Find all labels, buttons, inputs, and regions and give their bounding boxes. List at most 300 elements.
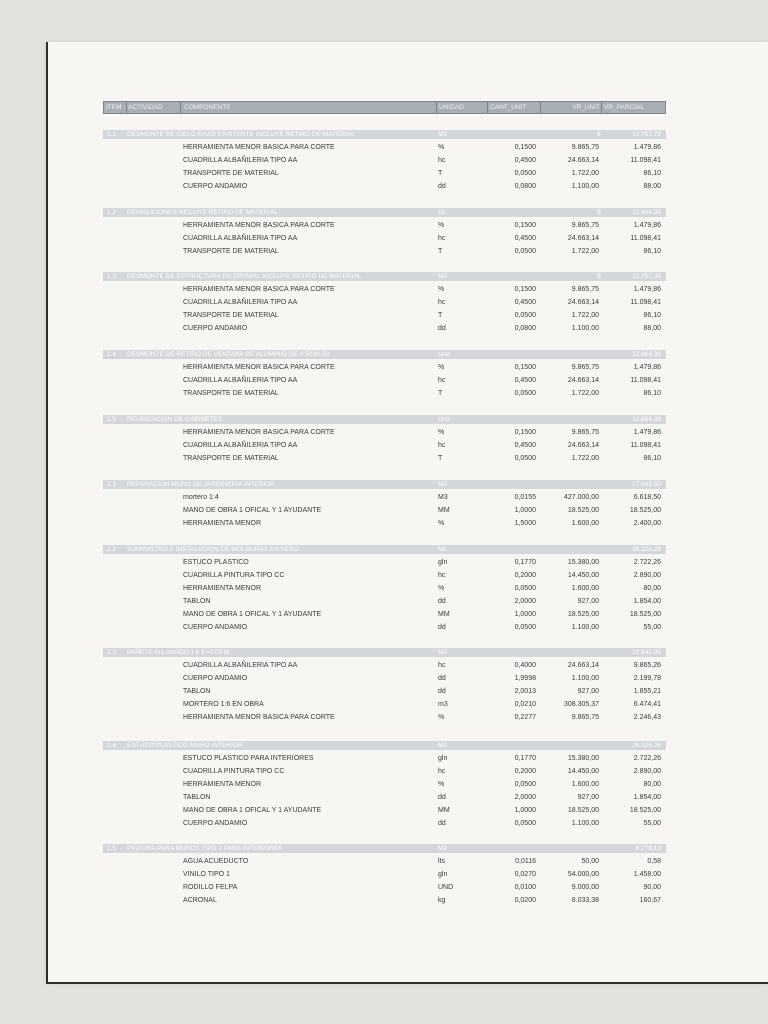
section-total: 27.543,50 [632, 481, 661, 488]
row-componente: HERRAMIENTA MENOR BASICA PARA CORTE [183, 222, 335, 229]
row-cant-unit: 1,0000 [514, 507, 536, 514]
row-vr-parcial: 86,10 [643, 170, 661, 177]
row-cant-unit: 0,1770 [514, 559, 536, 566]
row-componente: MANO DE OBRA 1 OFICAL Y 1 AYUDANTE [183, 507, 322, 514]
table-row [103, 672, 666, 685]
row-cant-unit: 0,1770 [514, 755, 536, 762]
row-unidad: % [438, 714, 445, 721]
row-vr-unit: 1.100,00 [571, 675, 599, 682]
row-componente: TRANSPORTE DE MATERIAL [183, 170, 279, 177]
section-title: PINTURA PARA MUROS TIPO 1 PARA INTERIORES [127, 845, 283, 852]
row-cant-unit: 0,0500 [514, 781, 536, 788]
section-item-number: 1.5 [107, 416, 117, 423]
header-unidad: UNIDAD [439, 104, 464, 111]
row-vr-unit: 24.663,14 [567, 377, 599, 384]
row-vr-unit: 1.600,00 [571, 520, 599, 527]
row-vr-parcial: 2.400,00 [633, 520, 661, 527]
row-vr-parcial: 0,58 [647, 858, 661, 865]
header-divider [436, 102, 437, 113]
row-vr-parcial: 1.458,00 [633, 871, 661, 878]
row-componente: ACRONAL [183, 897, 217, 904]
row-unidad: M3 [438, 494, 448, 501]
row-cant-unit: 0,4500 [514, 442, 536, 449]
header-actividad: ACTIVIDAD [128, 104, 163, 111]
row-cant-unit: 0,2000 [514, 768, 536, 775]
table-row [103, 608, 666, 621]
row-unidad: % [438, 364, 445, 371]
section-unit: M2 [438, 481, 448, 488]
section-item-number: 2.5 [107, 845, 117, 852]
section-header-bar [103, 741, 666, 750]
row-vr-unit: 1.100,00 [571, 820, 599, 827]
row-vr-parcial: 88,00 [643, 183, 661, 190]
header-componente: COMPONENTE [184, 104, 231, 111]
row-unidad: % [438, 429, 445, 436]
section-header-bar [103, 350, 666, 359]
row-vr-unit: 1.100,00 [571, 325, 599, 332]
row-vr-parcial: 2.722,26 [633, 559, 661, 566]
row-unidad: m3 [438, 701, 448, 708]
section-title: PAÑETE ALLANADO 1:6 E=0.02 M. [127, 649, 232, 656]
row-vr-unit: 308.305,37 [563, 701, 599, 708]
row-cant-unit: 0,0800 [514, 183, 536, 190]
row-cant-unit: 0,0270 [514, 871, 536, 878]
row-cant-unit: 0,0500 [514, 624, 536, 631]
row-cant-unit: 0,0500 [514, 390, 536, 397]
row-componente: MANO DE OBRA 1 OFICAL Y 1 AYUDANTE [183, 807, 322, 814]
row-componente: CUADRILLA ALBAÑILERIA TIPO AA [183, 157, 298, 164]
row-unidad: dd [438, 325, 446, 332]
row-componente: CUERPO ANDAMIO [183, 183, 248, 190]
row-vr-parcial: 2.890,00 [633, 768, 661, 775]
section-header-bar [103, 208, 666, 217]
row-vr-parcial: 11.098,41 [630, 442, 661, 449]
row-componente: CUADRILLA ALBAÑILERIA TIPO AA [183, 377, 298, 384]
row-cant-unit: 0,1500 [514, 286, 536, 293]
row-vr-parcial: 90,00 [643, 884, 661, 891]
row-cant-unit: 1,0000 [514, 611, 536, 618]
row-vr-unit: 1.722,00 [571, 312, 599, 319]
section-title: DESMONTE DE ESTRUCTURA EN DRYWAL INCLUYE RETIRO DE MATERIAL [127, 273, 362, 280]
table-row [103, 517, 666, 530]
row-componente: TRANSPORTE DE MATERIAL [183, 312, 279, 319]
row-vr-parcial: 2.199,78 [633, 675, 661, 682]
row-unidad: dd [438, 183, 446, 190]
row-vr-unit: 9.865,75 [571, 714, 599, 721]
section-total: 12.664,38 [632, 209, 661, 216]
row-unidad: T [438, 248, 443, 255]
row-componente: CUERPO ANDAMIO [183, 675, 248, 682]
row-componente: CUADRILLA ALBAÑILERIA TIPO AA [183, 235, 298, 242]
section-item-number: 1.4 [107, 351, 117, 358]
row-vr-parcial: 1.854,00 [633, 598, 661, 605]
row-cant-unit: 1,0000 [514, 807, 536, 814]
table-row [103, 452, 666, 465]
row-vr-unit: 1.600,00 [571, 585, 599, 592]
row-componente: mortero 1:4 [183, 494, 219, 501]
header-divider [487, 102, 488, 113]
row-cant-unit: 0,0800 [514, 325, 536, 332]
row-componente: CUADRILLA ALBAÑILERIA TIPO AA [183, 662, 298, 669]
row-vr-parcial: 1.855,21 [633, 688, 661, 695]
row-vr-unit: 427.000,00 [563, 494, 599, 501]
row-vr-unit: 14.450,00 [567, 768, 599, 775]
row-componente: HERRAMIENTA MENOR BASICA PARA CORTE [183, 286, 335, 293]
row-vr-unit: 8.033,38 [571, 897, 599, 904]
row-unidad: dd [438, 820, 446, 827]
section-item-number: 1.3 [107, 273, 117, 280]
row-vr-parcial: 55,00 [643, 820, 661, 827]
section-currency: $ [597, 131, 601, 138]
row-componente: TRANSPORTE DE MATERIAL [183, 390, 279, 397]
row-unidad: dd [438, 598, 446, 605]
row-unidad: MM [438, 807, 450, 814]
row-vr-unit: 24.663,14 [567, 299, 599, 306]
table-row [103, 881, 666, 894]
section-title: DESMONTE DE CIELO RAZO EXISTENTE INCLUYE RETIRO DE MATERIAL [127, 131, 355, 138]
section-header-bar [103, 480, 666, 489]
section-title: DEMOLICIONES INCLUYE RETIRO DE MATERIAL [127, 209, 278, 216]
row-vr-parcial: 11.098,41 [630, 299, 661, 306]
table-row [103, 491, 666, 504]
section-total: 12.664,38 [632, 416, 661, 423]
row-unidad: dd [438, 688, 446, 695]
header-divider [126, 102, 127, 113]
row-unidad: kg [438, 897, 446, 904]
table-row [103, 322, 666, 335]
section-header-bar [103, 130, 666, 139]
table-row [103, 180, 666, 193]
row-cant-unit: 2,0013 [514, 688, 536, 695]
table-row [103, 804, 666, 817]
table-row [103, 154, 666, 167]
row-vr-unit: 50,00 [581, 858, 599, 865]
row-unidad: gln [438, 559, 448, 566]
row-cant-unit: 0,0500 [514, 820, 536, 827]
row-vr-unit: 9.865,75 [571, 222, 599, 229]
row-cant-unit: 1,5000 [514, 520, 536, 527]
row-unidad: gln [438, 755, 448, 762]
section-unit: M2 [438, 742, 448, 749]
table-row [103, 711, 666, 724]
row-unidad: hc [438, 299, 446, 306]
row-unidad: MM [438, 611, 450, 618]
table-row [103, 219, 666, 232]
table-row [103, 232, 666, 245]
section-total: 6.278,13 [635, 845, 661, 852]
section-header-bar [103, 545, 666, 554]
section-unit: GL [438, 209, 447, 216]
table-row [103, 141, 666, 154]
row-vr-parcial: 1.479,86 [633, 222, 661, 229]
section-title: REUBICACION DE GABINETES [127, 416, 222, 423]
row-cant-unit: 0,0200 [514, 897, 536, 904]
row-componente: CUADRILLA ALBAÑILERIA TIPO AA [183, 442, 298, 449]
row-unidad: hc [438, 235, 446, 242]
table-row [103, 621, 666, 634]
row-componente: RODILLO FELPA [183, 884, 238, 891]
row-cant-unit: 0,1500 [514, 222, 536, 229]
row-componente: HERRAMIENTA MENOR [183, 520, 262, 527]
row-vr-unit: 24.663,14 [567, 235, 599, 242]
row-cant-unit: 0,2277 [514, 714, 536, 721]
section-title: REPARACION MURO DE JARDINERIA INTERIOR [127, 481, 275, 488]
table-row [103, 361, 666, 374]
row-vr-parcial: 18.525,00 [629, 507, 661, 514]
row-componente: ESTUCO PLASTICO [183, 559, 249, 566]
section-item-number: 1.2 [107, 209, 117, 216]
row-vr-unit: 1.722,00 [571, 390, 599, 397]
section-unit: M2 [438, 273, 448, 280]
row-vr-unit: 1.600,00 [571, 781, 599, 788]
table-row [103, 685, 666, 698]
row-vr-parcial: 1.854,00 [633, 794, 661, 801]
table-row [103, 765, 666, 778]
row-vr-unit: 9.865,75 [571, 286, 599, 293]
row-unidad: T [438, 390, 443, 397]
row-vr-unit: 9.865,75 [571, 429, 599, 436]
table-row [103, 309, 666, 322]
row-vr-unit: 18.525,00 [567, 807, 599, 814]
row-componente: CUADRILLA ALBAÑILERIA TIPO AA [183, 299, 298, 306]
row-vr-unit: 9.865,75 [571, 144, 599, 151]
section-title: DESMONTE DE RETIRO DE VENTANA DE ALUMINIO DE 0.50X0.50 [127, 351, 330, 358]
row-vr-parcial: 1.479,86 [633, 286, 661, 293]
section-header-bar [103, 272, 666, 281]
row-vr-parcial: 11.098,41 [630, 235, 661, 242]
row-unidad: T [438, 312, 443, 319]
row-vr-parcial: 2.722,26 [633, 755, 661, 762]
row-vr-unit: 18.525,00 [567, 507, 599, 514]
row-componente: TRANSPORTE DE MATERIAL [183, 248, 279, 255]
row-cant-unit: 0,0500 [514, 312, 536, 319]
row-cant-unit: 0,0500 [514, 170, 536, 177]
row-vr-parcial: 80,00 [643, 585, 661, 592]
section-unit: ML [438, 546, 448, 553]
row-unidad: % [438, 520, 445, 527]
table-row [103, 894, 666, 907]
row-componente: CUERPO ANDAMIO [183, 624, 248, 631]
row-vr-unit: 1.722,00 [571, 170, 599, 177]
row-vr-unit: 24.663,14 [567, 662, 599, 669]
table-row [103, 283, 666, 296]
header-vr-parcial: VR_PARCIAL [604, 104, 644, 111]
row-unidad: % [438, 286, 445, 293]
row-vr-parcial: 2.246,43 [633, 714, 661, 721]
row-componente: TABLON [183, 598, 211, 605]
table-row [103, 582, 666, 595]
section-title: SUMINISTRO E INSTALACION DE MOLDURAS EN YESO [127, 546, 299, 553]
row-vr-parcial: 1.479,86 [633, 429, 661, 436]
section-total: 12.757,38 [632, 273, 661, 280]
row-cant-unit: 0,1500 [514, 144, 536, 151]
table-row [103, 569, 666, 582]
row-cant-unit: 0,4500 [514, 377, 536, 384]
row-unidad: UND [438, 884, 454, 891]
header-divider [540, 102, 541, 113]
section-title: ESTUCO PLASTICO MURO INTERIOR [127, 742, 243, 749]
row-vr-unit: 1.722,00 [571, 248, 599, 255]
row-vr-unit: 9.865,75 [571, 364, 599, 371]
table-row [103, 439, 666, 452]
table-row [103, 868, 666, 881]
section-total: 26.126,26 [632, 742, 661, 749]
section-item-number: 2.1 [107, 481, 117, 488]
row-vr-unit: 1.722,00 [571, 455, 599, 462]
row-componente: HERRAMIENTA MENOR [183, 585, 262, 592]
row-cant-unit: 0,0500 [514, 585, 536, 592]
row-unidad: gln [438, 871, 448, 878]
row-vr-unit: 15.380,00 [567, 559, 599, 566]
table-row [103, 387, 666, 400]
table-row [103, 698, 666, 711]
row-vr-unit: 24.663,14 [567, 442, 599, 449]
row-vr-parcial: 86,10 [643, 248, 661, 255]
section-unit: M2 [438, 649, 448, 656]
section-item-number: 2.2 [107, 546, 117, 553]
row-componente: CUADRILLA PINTURA TIPO CC [183, 768, 285, 775]
section-unit: M2 [438, 131, 448, 138]
row-componente: VINILO TIPO 1 [183, 871, 230, 878]
table-row [103, 595, 666, 608]
section-item-number: 1.1 [107, 131, 117, 138]
row-vr-parcial: 86,10 [643, 455, 661, 462]
row-componente: TRANSPORTE DE MATERIAL [183, 455, 279, 462]
row-vr-parcial: 6.474,41 [633, 701, 661, 708]
row-vr-unit: 14.450,00 [567, 572, 599, 579]
section-unit: Und [438, 351, 450, 358]
row-unidad: hc [438, 442, 446, 449]
row-cant-unit: 0,0500 [514, 455, 536, 462]
row-vr-unit: 24.663,14 [567, 157, 599, 164]
row-vr-parcial: 11.098,41 [630, 377, 661, 384]
table-row [103, 752, 666, 765]
row-unidad: % [438, 222, 445, 229]
section-total: 12.664,38 [632, 351, 661, 358]
section-header-bar [103, 415, 666, 424]
table-header [103, 101, 666, 114]
row-cant-unit: 0,4500 [514, 235, 536, 242]
table-row [103, 855, 666, 868]
table-row [103, 778, 666, 791]
row-unidad: hc [438, 662, 446, 669]
table-row [103, 504, 666, 517]
row-unidad: dd [438, 794, 446, 801]
row-cant-unit: 0,4500 [514, 157, 536, 164]
row-unidad: hc [438, 768, 446, 775]
header-vr-unit: VR_UNIT [572, 104, 600, 111]
row-vr-parcial: 86,10 [643, 312, 661, 319]
row-vr-parcial: 86,10 [643, 390, 661, 397]
row-cant-unit: 0,0210 [514, 701, 536, 708]
row-unidad: hc [438, 157, 446, 164]
row-componente: TABLON [183, 688, 211, 695]
header-divider [601, 102, 602, 113]
row-unidad: hc [438, 377, 446, 384]
row-cant-unit: 0,4500 [514, 299, 536, 306]
row-componente: MANO DE OBRA 1 OFICAL Y 1 AYUDANTE [183, 611, 322, 618]
row-cant-unit: 0,1500 [514, 364, 536, 371]
row-cant-unit: 0,2000 [514, 572, 536, 579]
row-vr-parcial: 1.479,86 [633, 364, 661, 371]
row-unidad: % [438, 585, 445, 592]
row-componente: MORTERO 1:6 EN OBRA [183, 701, 264, 708]
row-vr-parcial: 80,00 [643, 781, 661, 788]
row-cant-unit: 0,0155 [514, 494, 536, 501]
table-row [103, 167, 666, 180]
section-header-bar [103, 844, 666, 853]
section-total: 26.126,26 [632, 546, 661, 553]
row-vr-unit: 18.525,00 [567, 611, 599, 618]
row-componente: CUERPO ANDAMIO [183, 820, 248, 827]
row-unidad: % [438, 781, 445, 788]
header-cant-unit: CANT_UNIT [490, 104, 527, 111]
section-total: 22.641,95 [632, 649, 661, 656]
row-unidad: T [438, 455, 443, 462]
table-row [103, 659, 666, 672]
row-cant-unit: 0,4000 [514, 662, 536, 669]
section-currency: $ [597, 209, 601, 216]
table-row [103, 426, 666, 439]
row-unidad: dd [438, 675, 446, 682]
table-row [103, 791, 666, 804]
row-unidad: MM [438, 507, 450, 514]
row-componente: TABLON [183, 794, 211, 801]
row-unidad: % [438, 144, 445, 151]
row-cant-unit: 2,0000 [514, 794, 536, 801]
row-componente: HERRAMIENTA MENOR BASICA PARA CORTE [183, 144, 335, 151]
row-vr-parcial: 2.890,00 [633, 572, 661, 579]
row-vr-parcial: 18.525,00 [629, 611, 661, 618]
row-cant-unit: 2,0000 [514, 598, 536, 605]
row-vr-parcial: 9.865,26 [633, 662, 661, 669]
section-unit: M2 [438, 845, 448, 852]
row-vr-parcial: 1.479,86 [633, 144, 661, 151]
row-componente: CUERPO ANDAMIO [183, 325, 248, 332]
section-item-number: 2.4 [107, 742, 117, 749]
row-vr-unit: 1.100,00 [571, 624, 599, 631]
row-vr-parcial: 88,00 [643, 325, 661, 332]
row-componente: AGUA ACUEDUCTO [183, 858, 249, 865]
row-unidad: hc [438, 572, 446, 579]
section-currency: $ [597, 273, 601, 280]
row-unidad: dd [438, 624, 446, 631]
row-unidad: lts [438, 858, 445, 865]
row-cant-unit: 0,1500 [514, 429, 536, 436]
row-cant-unit: 1,9998 [514, 675, 536, 682]
row-cant-unit: 0,0500 [514, 248, 536, 255]
table-row [103, 556, 666, 569]
table-row [103, 817, 666, 830]
row-vr-unit: 1.100,00 [571, 183, 599, 190]
section-total: 12.757,78 [632, 131, 661, 138]
row-componente: HERRAMIENTA MENOR [183, 781, 262, 788]
row-componente: CUADRILLA PINTURA TIPO CC [183, 572, 285, 579]
row-vr-unit: 927,00 [577, 794, 599, 801]
row-componente: HERRAMIENTA MENOR BASICA PARA CORTE [183, 429, 335, 436]
row-vr-unit: 9.000,00 [571, 884, 599, 891]
table-row [103, 374, 666, 387]
section-unit: Und [438, 416, 450, 423]
row-vr-unit: 15.380,00 [567, 755, 599, 762]
row-vr-unit: 927,00 [577, 598, 599, 605]
row-componente: HERRAMIENTA MENOR BASICA PARA CORTE [183, 364, 335, 371]
table-row [103, 245, 666, 258]
row-cant-unit: 0,0100 [514, 884, 536, 891]
row-vr-unit: 54.000,00 [567, 871, 599, 878]
section-header-bar [103, 648, 666, 657]
row-vr-parcial: 6.618,50 [633, 494, 661, 501]
